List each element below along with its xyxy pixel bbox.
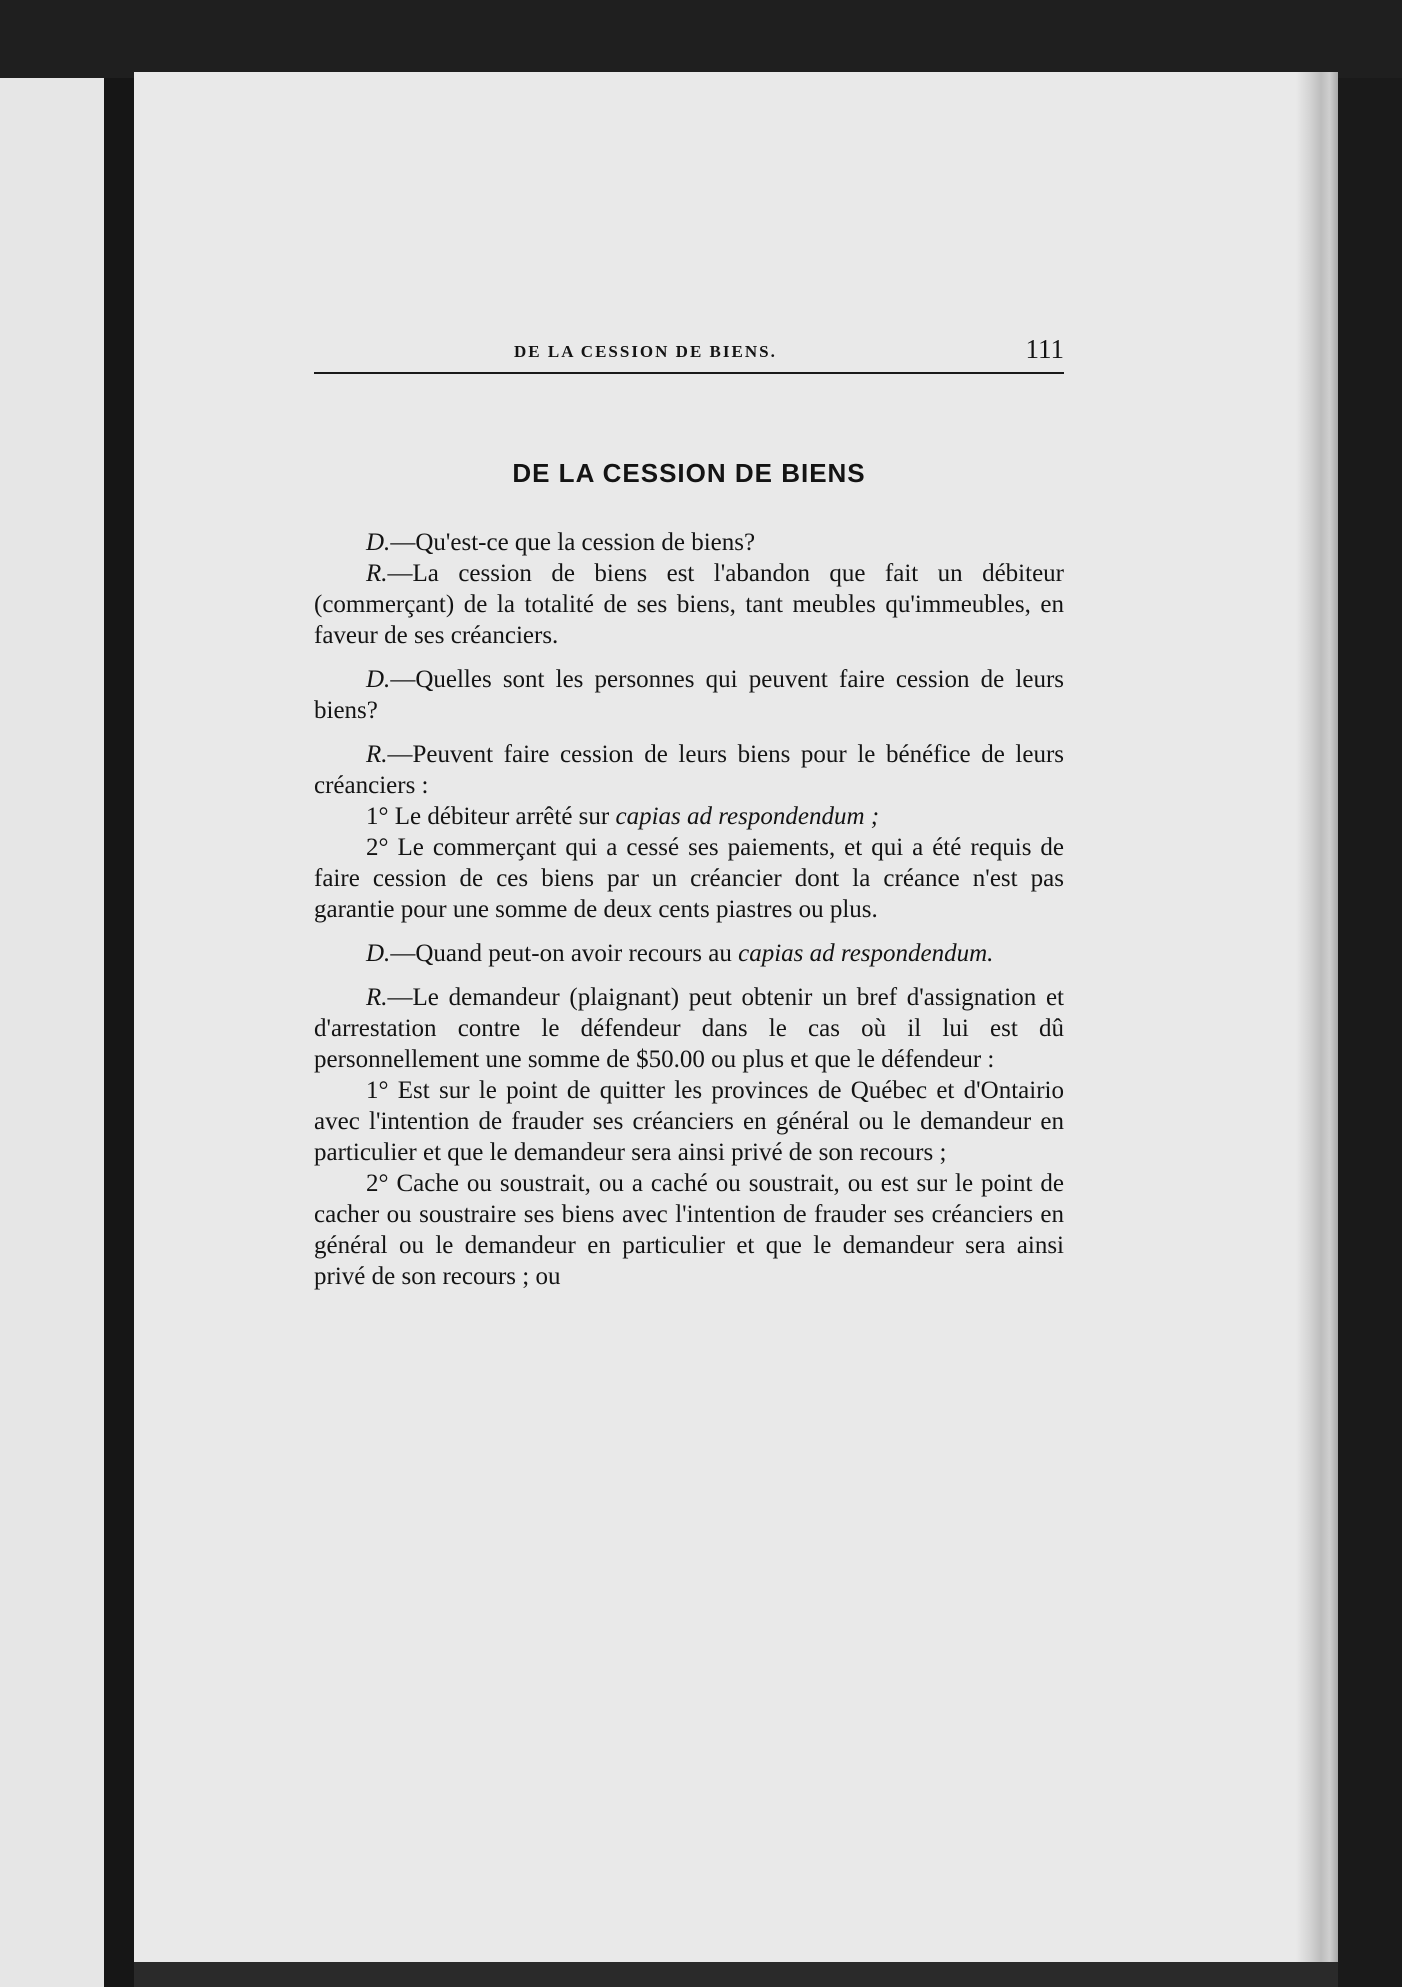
paragraph-text: —La cession de biens est l'abandon que fait un débiteur (commerçant) de la totalité de ses biens, tant meubles qu'immeubles, en faveur de ses créanciers. (314, 560, 1064, 649)
answer-marker: R. (366, 560, 388, 587)
question-paragraph (314, 527, 1064, 558)
running-head (314, 330, 1064, 372)
header-rule (314, 372, 1064, 374)
answer-marker: R. (366, 741, 388, 768)
answer-paragraph (314, 558, 1064, 651)
scan-top-border (0, 0, 1402, 78)
answer-marker: R. (366, 984, 388, 1011)
book-spine-shadow (104, 78, 134, 1987)
paragraph-text: 1° Est sur le point de quitter les provinces de Québec et d'Ontairio avec l'intention de frauder ses créanciers en général ou le demandeur en particulier et que le demandeur sera ainsi privé de son recours ; (314, 1077, 1064, 1166)
list-item-paragraph (314, 1075, 1064, 1168)
list-item-paragraph (314, 801, 1064, 832)
answer-paragraph (314, 982, 1064, 1075)
question-marker: D. (366, 529, 391, 556)
running-head-title: DE LA CESSION DE BIENS. (514, 342, 777, 361)
page-number: 111 (1025, 334, 1064, 364)
paragraph-text: 2° Cache ou soustrait, ou a caché ou soustrait, ou est sur le point de cacher ou soustraire ses biens avec l'intention de frauder ses créanciers en général ou le demandeur en particulier et que le demandeur sera ainsi privé de son recours ; ou (314, 1170, 1064, 1290)
paragraph-text: 1° Le débiteur arrêté sur (366, 803, 616, 830)
question-marker: D. (366, 940, 391, 967)
question-marker: D. (366, 666, 391, 693)
chapter-title: DE LA CESSION DE BIENS (512, 458, 866, 488)
question-paragraph (314, 664, 1064, 726)
paragraph-text: —Peuvent faire cession de leurs biens pour le bénéfice de leurs créanciers : (314, 741, 1064, 799)
paragraph-text: 2° Le commerçant qui a cessé ses paiements, et qui a été requis de faire cession de ces biens par un créancier dont la créance n'est pas garantie pour une somme de deux cents piastres ou plus. (314, 834, 1064, 923)
paragraph-text: —Le demandeur (plaignant) peut obtenir un bref d'assignation et d'arrestation contre le défendeur dans le cas où il lui est dû personnellement une somme de $50.00 ou plus et que le défendeur : (314, 984, 1064, 1073)
italic-term: capias ad respondendum ; (615, 803, 880, 830)
question-paragraph (314, 938, 1064, 969)
paragraph-text: —Quelles sont les personnes qui peuvent faire cession de leurs biens? (314, 666, 1064, 724)
paragraph-text: —Quand peut-on avoir recours au (390, 940, 739, 967)
paragraph-text: —Qu'est-ce que la cession de biens? (390, 529, 756, 556)
facing-page-edge (0, 78, 104, 1987)
page-edge-shadow (1296, 72, 1338, 1962)
page-content (314, 330, 1064, 1292)
list-item-paragraph (314, 1168, 1064, 1292)
italic-term: capias ad respondendum. (738, 940, 994, 967)
scan-right-border (1338, 78, 1402, 1987)
answer-paragraph (314, 739, 1064, 801)
list-item-paragraph (314, 832, 1064, 925)
